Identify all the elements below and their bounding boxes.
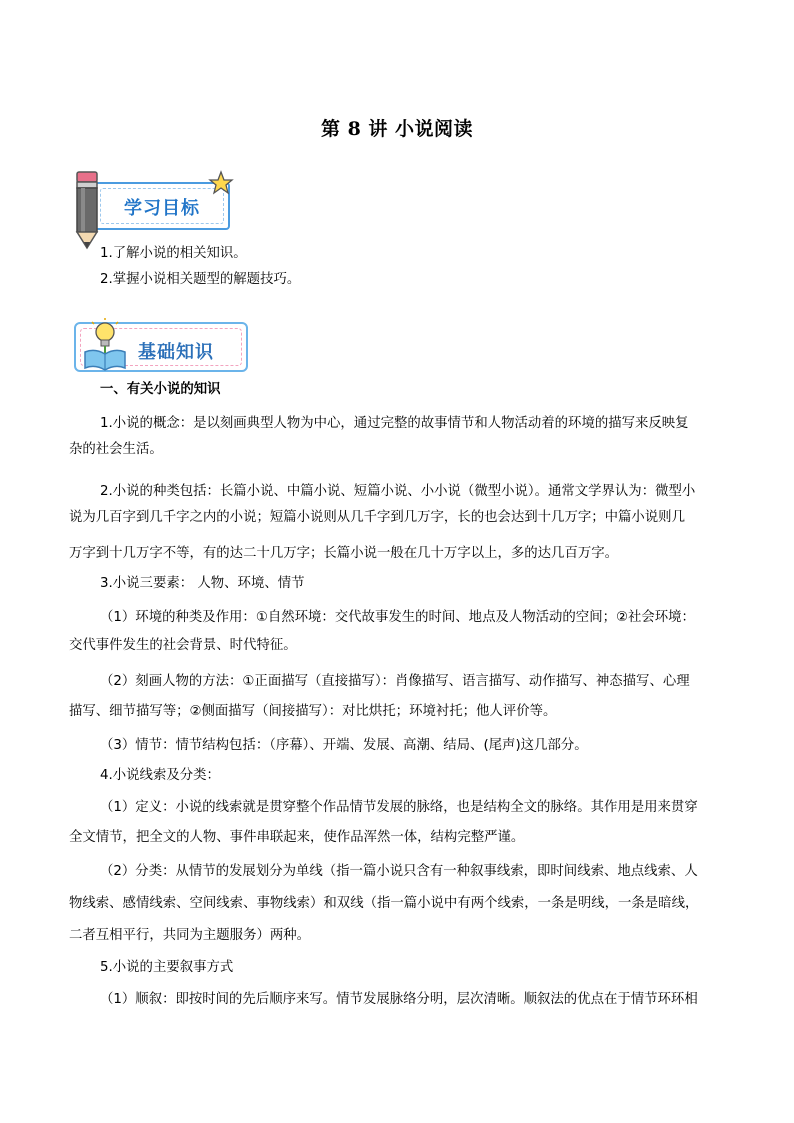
body-line: 物线索、感情线索、空间线索、事物线索）和双线（指一篇小说中有两个线索，一条是明线，一条是暗线， <box>69 896 699 911</box>
body-line: 交代事件发生的社会背景、时代特征。 <box>69 638 297 653</box>
body-line: 万字到十几万字不等，有的达二十几万字；长篇小说一般在几十万字以上，多的达几百万字。 <box>69 546 619 561</box>
body-line: （2）分类：从情节的发展划分为单线（指一篇小说只含有一种叙事线索，即时间线索、地点线索、人 <box>100 864 698 879</box>
basic-knowledge-badge <box>74 318 250 374</box>
goal-item: 2.掌握小说相关题型的解题技巧。 <box>100 272 301 287</box>
body-line: 描写、细节描写等；②侧面描写（间接描写）：对比烘托；环境衬托；他人评价等。 <box>69 704 557 719</box>
body-line: （1）定义：小说的线索就是贯穿整个作品情节发展的脉络，也是结构全文的脉络。其作用是用来贯穿 <box>100 800 698 815</box>
body-line: （2）刻画人物的方法：①正面描写（直接描写）：肖像描写、语言描写、动作描写、神态描写、心理 <box>100 674 690 689</box>
body-line: 二者互相平行，共同为主题服务）两种。 <box>69 928 311 943</box>
body-line: 杂的社会生活。 <box>69 442 163 457</box>
section-heading: 一、有关小说的知识 <box>100 382 221 397</box>
body-line: 1.小说的概念：是以刻画典型人物为中心，通过完整的故事情节和人物活动着的环境的描写来反映复 <box>100 416 689 431</box>
page-title: 第 8 讲 小说阅读 <box>320 118 474 140</box>
body-line: 说为几百字到几千字之内的小说；短篇小说则从几千字到几万字，长的也会达到十几万字；中篇小说则几 <box>69 510 685 525</box>
body-line: 5.小说的主要叙事方式 <box>100 960 234 975</box>
badge-label: 基础知识 <box>138 342 214 363</box>
body-line: （1）顺叙：即按时间的先后顺序来写。情节发展脉络分明，层次清晰。顺叙法的优点在于情节环环相 <box>100 992 698 1007</box>
body-line: （1）环境的种类及作用：①自然环境：交代故事发生的时间、地点及人物活动的空间；②社会环境： <box>100 610 695 625</box>
body-line: （3）情节：情节结构包括：（序幕）、开端、发展、高潮、结局、(尾声)这几部分。 <box>100 738 588 753</box>
book-lightbulb-icon <box>82 318 128 372</box>
goal-item: 1.了解小说的相关知识。 <box>100 246 247 261</box>
body-line: 2.小说的种类包括：长篇小说、中篇小说、短篇小说、小小说（微型小说）。通常文学界认为：微型小 <box>100 484 696 499</box>
body-line: 4.小说线索及分类： <box>100 768 220 783</box>
body-line: 全文情节，把全文的人物、事件串联起来，使作品浑然一体，结构完整严谨。 <box>69 830 525 845</box>
body-line: 3.小说三要素： 人物、环境、情节 <box>100 576 305 591</box>
badge-label: 学习目标 <box>124 198 200 219</box>
learning-goals-badge <box>68 168 238 248</box>
star-icon <box>208 170 234 196</box>
pencil-icon <box>68 168 108 252</box>
